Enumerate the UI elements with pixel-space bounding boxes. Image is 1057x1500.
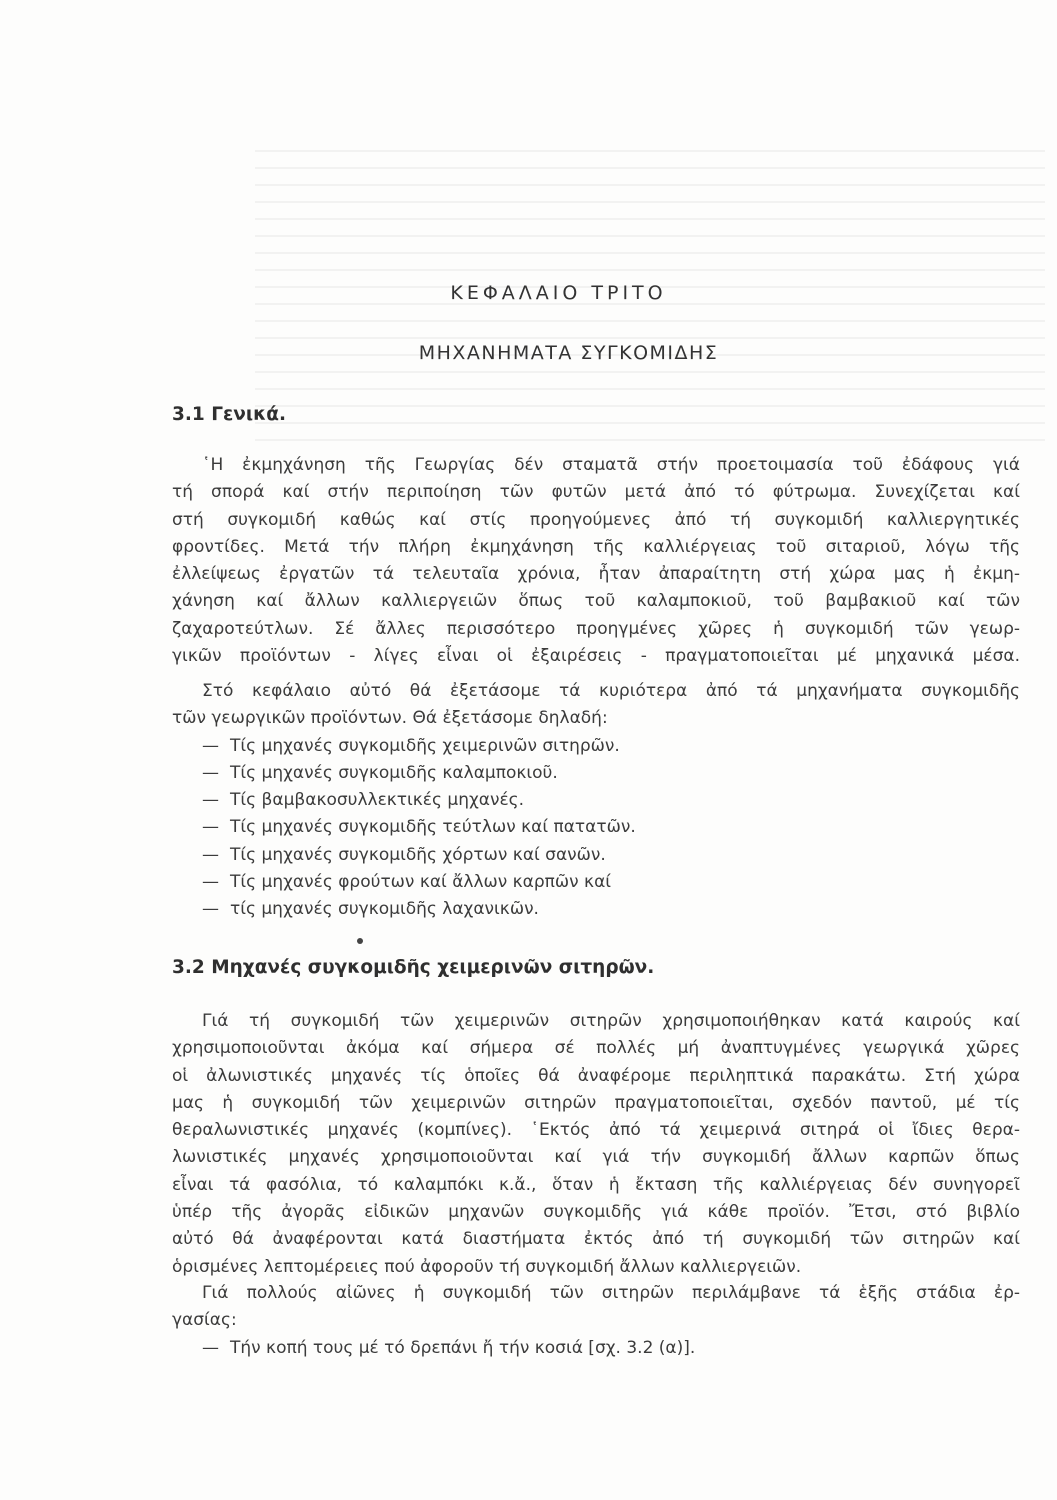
text-line: χάνηση καί ἄλλων καλλιεργειῶν ὅπως τοῦ καλαμποκιοῦ, τοῦ βαμβακιοῦ καί τῶν <box>172 591 1020 612</box>
section-heading-3-1: 3.1 Γενικά. <box>172 404 286 425</box>
text-line: θεραλωνιστικές μηχανές (κομπίνες). ῾Εκτός ἀπό τά χειμερινά σιτηρά οἱ ἴδιες θερα- <box>172 1120 1020 1141</box>
list-item-text: Τίς μηχανές συγκομιδῆς τεύτλων καί πατατῶν. <box>230 817 636 838</box>
text-line: φροντίδες. Μετά τήν πλήρη ἐκμηχάνηση τῆς καλλιέργειας τοῦ σιταριοῦ, λόγω τῆς <box>172 536 1020 557</box>
section-heading-3-2: 3.2 Μηχανές συγκομιδῆς χειμερινῶν σιτηρῶν. <box>172 957 655 978</box>
section-1-paragraph-1 <box>172 452 1020 670</box>
dash-marker: — <box>202 817 219 838</box>
text-line: τή σπορά καί στήν περιποίηση τῶν φυτῶν μετά ἀπό τό φύτρωμα. Συνεχίζεται καί <box>172 482 1020 503</box>
text-line: μας ἡ συγκομιδή τῶν χειμερινῶν σιτηρῶν πραγματοποιεῖται, σχεδόν παντοῦ, μέ τίς <box>172 1092 1020 1113</box>
list-item-text: Τήν κοπή τους μέ τό δρεπάνι ἤ τήν κοσιά [σχ. 3.2 (α)]. <box>230 1337 696 1358</box>
text-line: ζαχαροτεύτλων. Σέ ἄλλες περισσότερο προηγμένες χῶρες ἡ συγκομιδή τῶν γεωρ- <box>172 618 1020 639</box>
dash-marker: — <box>202 844 219 865</box>
dash-marker: — <box>202 735 219 756</box>
chapter-label: ΚΕΦΑΛΑΙΟ ΤΡΙΤΟ <box>450 282 667 304</box>
list-item <box>172 1335 1020 1362</box>
text-line: χρησιμοποιοῦνται ἀκόμα καί σήμερα σέ πολλές μή ἀναπτυγμένες γεωργικά χῶρες <box>172 1038 1020 1059</box>
text-line: ὁρισμένες λεπτομέρειες πού ἀφοροῦν τή συγκομιδή ἄλλων καλλιεργειῶν. <box>172 1256 802 1277</box>
list-item-text: Τίς μηχανές φρούτων καί ἄλλων καρπῶν καί <box>230 872 612 893</box>
list-item <box>172 869 1020 896</box>
bullet-dot <box>357 938 363 944</box>
section-1-paragraph-2 <box>172 678 1020 924</box>
list-item-text: Τίς μηχανές συγκομιδῆς χόρτων καί σανῶν. <box>230 844 606 865</box>
dash-marker: — <box>202 872 219 893</box>
text-line: στή συγκομιδή καθώς καί στίς προηγούμενες ἀπό τή συγκομιδή καλλιεργητικές <box>172 509 1020 530</box>
list-item <box>172 842 1020 869</box>
text-line: ὑπέρ τῆς ἀγορᾶς εἰδικῶν μηχανῶν συγκομιδῆς γιά κάθε προϊόν. Ἔτσι, στό βιβλίο <box>172 1202 1020 1223</box>
list-item <box>172 814 1020 841</box>
text-line: οἱ ἀλωνιστικές μηχανές τίς ὁποῖες θά ἀναφέρομε περιληπτικά παρακάτω. Στή χώρα <box>172 1065 1020 1086</box>
text-line: αὐτό θά ἀναφέρονται κατά διαστήματα ἐκτός ἀπό τή συγκομιδή τῶν σιτηρῶν καί <box>172 1229 1020 1250</box>
text-line: λωνιστικές μηχανές χρησιμοποιοῦνται καί γιά τήν συγκομιδή ἄλλων καρπῶν ὅπως <box>172 1147 1020 1168</box>
text-line: τῶν γεωργικῶν προϊόντων. Θά ἐξετάσομε δηλαδή: <box>172 708 608 729</box>
text-line: ἐλλείψεως ἐργατῶν τά τελευταῖα χρόνια, ἦταν ἀπαραίτητη στή χώρα μας ἡ ἐκμη- <box>172 564 1020 585</box>
list-item-text: Τίς βαμβακοσυλλεκτικές μηχανές. <box>230 790 525 811</box>
text-line: Γιά πολλούς αἰῶνες ἡ συγκομιδή τῶν σιτηρῶν περιλάμβανε τά ἑξῆς στάδια ἐρ- <box>202 1283 1020 1303</box>
section-2-paragraph-2 <box>172 1280 1020 1362</box>
list-item <box>172 733 1020 760</box>
list-item-text: τίς μηχανές συγκομιδῆς λαχανικῶν. <box>230 899 539 920</box>
text-line: γασίας: <box>172 1310 237 1331</box>
chapter-title: ΜΗΧΑΝΗΜΑΤΑ ΣΥΓΚΟΜΙΔΗΣ <box>418 342 719 364</box>
text-line: Στό κεφάλαιο αὐτό θά ἐξετάσομε τά κυριότερα ἀπό τά μηχανήματα συγκομιδῆς <box>202 681 1020 701</box>
dash-marker: — <box>202 899 219 920</box>
text-line: εἶναι τά φασόλια, τό καλαμπόκι κ.ἄ., ὅταν ἡ ἔκταση τῆς καλλιέργειας δέν συνηγορεῖ <box>172 1174 1020 1195</box>
list-item <box>172 760 1020 787</box>
list-item <box>172 896 1020 923</box>
section-2-paragraph-1 <box>172 1008 1020 1281</box>
dash-marker: — <box>202 1337 219 1358</box>
text-line: Γιά τή συγκομιδή τῶν χειμερινῶν σιτηρῶν χρησιμοποιήθηκαν κατά καιρούς καί <box>202 1011 1020 1031</box>
dash-marker: — <box>202 762 219 783</box>
list-item <box>172 787 1020 814</box>
text-line: γικῶν προϊόντων - λίγες εἶναι οἱ ἐξαιρέσεις - πραγματοποιεῖται μέ μηχανικά μέσα. <box>172 646 1020 667</box>
list-item-text: Τίς μηχανές συγκομιδῆς χειμερινῶν σιτηρῶν. <box>230 735 620 756</box>
text-line: ῾Η ἐκμηχάνηση τῆς Γεωργίας δέν σταματᾶ στήν προετοιμασία τοῦ ἐδάφους γιά <box>202 455 1020 475</box>
list-item-text: Τίς μηχανές συγκομιδῆς καλαμποκιοῦ. <box>230 762 558 783</box>
dash-marker: — <box>202 790 219 811</box>
